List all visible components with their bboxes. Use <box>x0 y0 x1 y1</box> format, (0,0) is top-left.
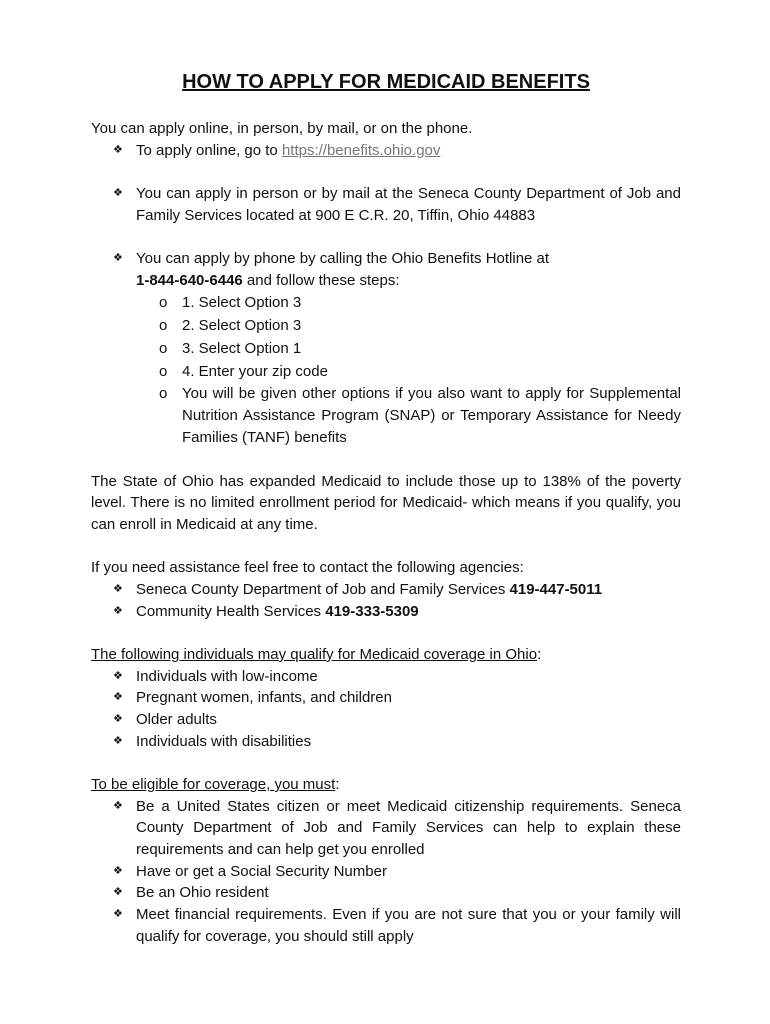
step-item: o 4. Enter your zip code <box>91 360 681 383</box>
step-item: o 3. Select Option 1 <box>91 337 681 360</box>
step-item: o You will be given other options if you also want to apply for Supplemental Nutrition Assistance Program (SNAP) or Temporary Assistance for Needy Families (TANF) benefits <box>91 383 681 449</box>
assistance-heading: If you need assistance feel free to contact the following agencies: <box>91 559 524 577</box>
eligible-list <box>91 796 681 948</box>
eligible-item: ❖ Have or get a Social Security Number <box>91 861 681 883</box>
qualify-item: ❖ Individuals with disabilities <box>91 731 681 753</box>
qualify-item: ❖ Individuals with low-income <box>91 666 681 688</box>
list-item-phone: ❖ You can apply by phone by calling the Ohio Benefits Hotline at 1-844-640-6446 and follow these steps: <box>91 248 681 291</box>
eligible-item: ❖ Meet financial requirements. Even if you are not sure that you or your family will qualify for coverage, you should still apply <box>91 904 681 947</box>
qualify-item: ❖ Older adults <box>91 709 681 731</box>
hotline-number: 1-844-640-6446 <box>136 271 243 289</box>
qualify-heading: The following individuals may qualify for Medicaid coverage in Ohio: <box>91 645 542 663</box>
phone-steps-list <box>91 291 681 449</box>
page-title: HOW TO APPLY FOR MEDICAID BENEFITS <box>182 71 590 93</box>
list-item-online: ❖ To apply online, go to https://benefits.ohio.gov <box>91 140 681 162</box>
intro-text: You can apply online, in person, by mail, or on the phone. <box>91 120 473 137</box>
eligible-item: ❖ Be an Ohio resident <box>91 882 681 904</box>
agency-item: ❖ Community Health Services 419-333-5309 <box>91 601 681 623</box>
step-item: o 1. Select Option 3 <box>91 291 681 314</box>
qualify-item: ❖ Pregnant women, infants, and children <box>91 687 681 709</box>
eligible-heading: To be eligible for coverage, you must: <box>91 775 340 793</box>
list-item-in-person: ❖ You can apply in person or by mail at the Seneca County Department of Job and Family Services located at 900 E C.R. 20, Tiffin, Ohio 44883 <box>91 183 681 226</box>
agencies-list <box>91 579 681 622</box>
qualify-list <box>91 666 681 753</box>
document-page <box>91 69 681 948</box>
step-item: o 2. Select Option 3 <box>91 314 681 337</box>
expanded-medicaid-text: The State of Ohio has expanded Medicaid to include those up to 138% of the poverty level. There is no limited enrollment period for Medicaid- which means if you qualify, you can enroll in Medicaid at any time. <box>91 472 681 534</box>
eligible-item: ❖ Be a United States citizen or meet Medicaid citizenship requirements. Seneca County Department of Job and Family Services can help to explain these requirements and can help get you enrolled <box>91 796 681 861</box>
apply-methods-list <box>91 140 681 292</box>
agency-item: ❖ Seneca County Department of Job and Family Services 419-447-5011 <box>91 579 681 601</box>
benefits-link[interactable]: https://benefits.ohio.gov <box>281 141 441 159</box>
